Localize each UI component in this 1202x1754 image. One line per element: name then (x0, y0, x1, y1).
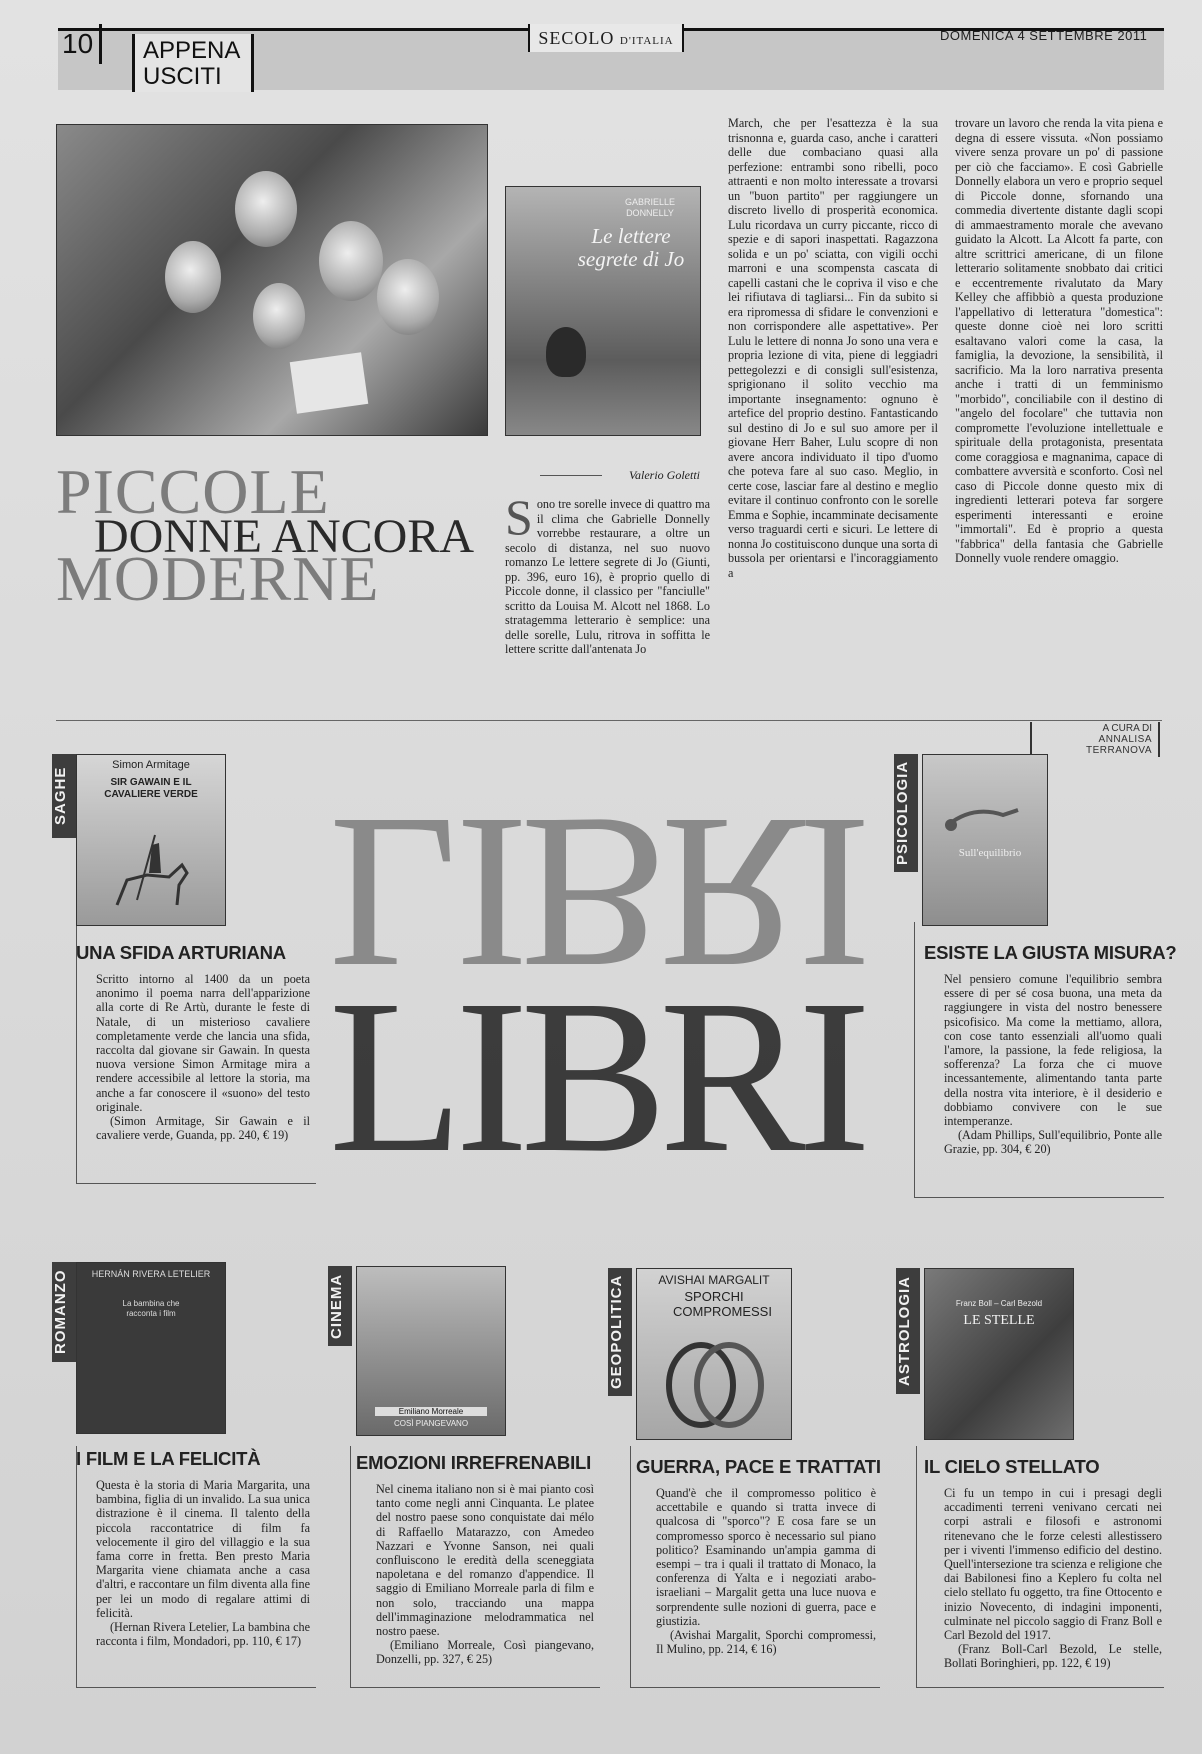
article-dropcap: S (505, 497, 533, 545)
section-label-line2: USCITI (143, 63, 222, 90)
review-reference: (Hernan Rivera Letelier, La bambina che racconta i film, Mondadori, pp. 110, € 17) (96, 1620, 310, 1649)
cover-title: Le lettere segrete di Jo (577, 224, 685, 271)
cover-author: Simon Armitage (112, 759, 190, 771)
book-cover-cosi-piangevano (356, 1266, 506, 1436)
review-text (96, 1478, 310, 1648)
book-cover-lettere-segrete (505, 186, 701, 436)
review-reference: (Emiliano Morreale, Così piangevano, Donzelli, pp. 327, € 25) (376, 1638, 594, 1667)
actress-face (357, 1267, 433, 1371)
article-column-1 (505, 497, 710, 689)
section-label-line1: APPENA (143, 37, 241, 64)
category-tab: ASTROLOGIA (896, 1268, 920, 1394)
headline-line2: DONNE ANCORA (94, 510, 475, 563)
article-column-3: trovare un lavoro che renda la vita piena e degna di essere vissuta. «Non possiamo vivere senza provare un po' di passione per ciò che facciamo». E così Gabrielle Donnelly elabora un vero e proprio sequel di Piccole donne, sfornando una commedia divertente distante dagli scopi di ammaestramento morale che avevano guidato la Alcott. La Alcott fa parte, con altre scrittrici americane, di un filone letterario solitamente snobbato dai critici e eccentremente rivalutato da Mary Kelley che affibbiò a questa produzione l'appellativo di letteratura "domestica": queste donne cioè nei loro scritti esaltavano valori come la casa, la famiglia, la devozione, la sensibilità, il sacrificio. Ma la loro narrativa presenta anche i tratti di un femminismo "morbido", conciliabile con il destino di "angelo del focolare" che tuttavia non compromette l'evoluzione intellettuale e spirituale della protagonista, presentata come coraggiosa e magnanima, capace di combattere avversità e sconforto. Così nel caso di Piccole donne questo mix di ingredienti letterari poteva far sorgere esperimenti interessanti e eroine "immortali". Ed è proprio a questa "fabbrica" della fantasia che Gabrielle Donnelly vuole rendere omaggio. (955, 116, 1163, 565)
masthead (528, 24, 684, 52)
section-separator (56, 720, 1162, 721)
review-headline: IL CIELO STELLATO (924, 1456, 1100, 1477)
masthead-suffix: D'ITALIA (619, 35, 674, 47)
book-cover-sporchi-compromessi (636, 1268, 792, 1440)
cover-author: AVISHAI MARGALIT (658, 1273, 770, 1287)
review-text (944, 972, 1162, 1157)
category-tab: CINEMA (328, 1266, 352, 1346)
review-headline: EMOZIONI IRREFRENABILI (356, 1452, 592, 1473)
curator-credit (1030, 722, 1160, 757)
review-body: Nel pensiero comune l'equilibrio sembra essere di per sé cosa buona, una meta da raggiungere in vista del nostro benessere psicofisico. Ma come la mettiamo, allora, con cose tanto essenziali all'uomo quali l'amore, la passione, la fede religiosa, la sofferenza? La forza che ci muove incessantemente, alimentando tanta parte della nostra vita interiore, è il desiderio e dobbiamo convivere con le sue intemperanze. (944, 972, 1162, 1129)
book-cover-bambina (76, 1262, 226, 1434)
category-tab: SAGHE (52, 754, 76, 838)
curator-label: A CURA DI (1102, 723, 1152, 734)
film-still-photo (56, 124, 488, 436)
cover-title: Sull'equilibrio (958, 847, 1022, 859)
review-headline: UNA SFIDA ARTURIANA (76, 942, 286, 963)
review-reference: (Avishai Margalit, Sporchi compromessi, Il Mulino, pp. 214, € 16) (656, 1628, 876, 1657)
review-text (376, 1482, 594, 1667)
masthead-title: SECOLO (538, 28, 615, 48)
libri-logo-top: LIBRI (328, 772, 864, 1016)
review-headline: I FILM E LA FELICITÀ (76, 1448, 261, 1469)
category-tab: GEOPOLITICA (608, 1268, 632, 1396)
review-text (96, 972, 310, 1142)
review-body: Nel cinema italiano non si è mai pianto così tanto come negli anni Cinquanta. Le platee del nostro paese sono conquistate dai mélo di Raffaello Matarazzo, con Amedeo Nazzari e Yvonne Sanson, nei quali confluiscono le eredità della sceneggiata napoletana e del romanzo d'appendice. Il saggio di Emiliano Morreale parla di film e non solo, tracciando una mappa dell'immaginazione melodrammatica nel nostro paese. (376, 1482, 594, 1639)
cover-title: COSÌ PIANGEVANO (393, 1419, 469, 1428)
review-reference: (Simon Armitage, Sir Gawain e il cavaliere verde, Guanda, pp. 240, € 19) (96, 1114, 310, 1143)
review-headline: ESISTE LA GIUSTA MISURA? (924, 942, 1177, 963)
review-text (944, 1486, 1162, 1671)
article-column-2: March, che per l'esattezza è la sua trisnonna e, guarda caso, anche i caratteri delle due combaciano quasi alla perfezione: entrambi sono ribelli, poco attraenti e non molto interessate a trovarsi un "buon partito" per raggiungere un discreto livello di prosperità economica. Lulu ricordava un curry piccante, ricco di spezie e di sapori inaspettati. Ragazzona solida e un po' sciatta, con vigili occhi marroni e una scompensta cascata di capelli castani che le copriva il viso e che lei rifiutava di tagliarsi... Fin da subito si era ripromessa di sfidare le convenzioni e non corrispondere alle aspettative». Per Lulu le lettere di nonna Jo sono una vera e propria lezione di vita, piene di leggiadri pettegolezzi e di consigli sull'esistenza, sprigionano il solito vecchio ma importante insegnamento: ognuno è artefice del proprio destino. Fantasticando sul destino di Jo e sul suo amore per il giovane Herr Baher, Lulu scopre di non avere ancora individuato il tipo d'uomo che poteva fare al suo caso. Meglio, in certe cose, lasciar fare al destino e meglio evitare il continuo confronto con le sorelle Emma e Sophie, incamminate decisamente verso traguardi certi e sicuri. Le lettere di nonna Jo costituiscono dunque una sorta di bussola per orientarsi e l'incoraggiamento a (728, 116, 938, 580)
section-label (132, 34, 254, 92)
knight-on-horse-icon (107, 825, 197, 915)
curator-name: ANNALISA TERRANOVA (1086, 734, 1152, 756)
review-body: Quand'è che il compromesso politico è accettabile e quando si tratta invece di qualcosa di "sporco"? E cosa fare se un compromesso sporco è necessario sul piano politico? Esaminando un'ampia gamma di esempi – tra i quali il trattato di Monaco, la conferenza di Yalta e i negoziati arabo-israeliani – Margalit getta una luce nuova e sorprendente sulle nozioni di guerra, pace e giustizia. (656, 1486, 876, 1628)
review-reference: (Franz Boll-Carl Bezold, Le stelle, Bollati Boringhieri, pp. 122, € 19) (944, 1642, 1162, 1671)
category-tab: PSICOLOGIA (894, 754, 918, 872)
cover-author: Franz Boll – Carl Bezold (955, 1299, 1043, 1308)
book-cover-gawain (76, 754, 226, 926)
photo-face (377, 259, 439, 335)
photo-face (235, 171, 297, 247)
book-cover-le-stelle (924, 1268, 1074, 1440)
review-body: Questa è la storia di Maria Margarita, una bambina, figlia di un invalido. La sua unica distrazione è il cinema. Il talento della piccola raccontatrice di film fa velocemente il giro del villaggio e la sua fama corre in fretta. Ben presto Maria Margarita viene chiamata anche a casa d'altri, e raccontare un film diventa alla fine per lei un modo di regalare attimi di felicità. (96, 1478, 310, 1620)
libri-logo (318, 750, 874, 1170)
review-body: Scritto intorno al 1400 da un poeta anonimo il poema narra dell'apparizione alla corte di Re Artù, durante le feste di Natale, di un misterioso cavaliere completamente verde che lancia una sfida, raccolta dal giovane sir Gawain. In questa nuova versione Simon Armitage mira a rendere accessibile al lettore la storia, ma anche a far conoscere il «suono» del testo originale. (96, 972, 310, 1114)
issue-date: DOMENICA 4 SETTEMBRE 2011 (940, 28, 1148, 43)
cover-title: La bambina che racconta i film (122, 1299, 180, 1318)
photo-face (165, 241, 221, 313)
letter-paper (290, 352, 369, 414)
cover-title: SIR GAWAIN E IL CAVALIERE VERDE (104, 777, 198, 800)
review-text (656, 1486, 876, 1656)
diver-figure-icon (943, 785, 1023, 845)
review-reference: (Adam Phillips, Sull'equilibrio, Ponte alle Grazie, pp. 304, € 20) (944, 1128, 1162, 1157)
byline: Valerio Goletti (540, 468, 700, 483)
headline-line1: PICCOLE (56, 456, 330, 527)
photo-face (253, 283, 305, 349)
review-body: Ci fu un tempo in cui i presagi degli accadimenti terreni venivano cercati nei corpi astrali e filosofi e astronomi ritenevano che le forze celesti allestissero per i viventi l'immenso edificio del destino. Quell'intersezione tra scienza e religione che dai Babilonesi fino a Keplero fu colta nel cielo stellato fu oggetto, tra fine Ottocento e inizio Novecento, di indagini imponenti, culminate nel piccolo saggio di Franz Boll e Carl Bezold del 1917. (944, 1486, 1162, 1643)
intertwined-loops-icon (659, 1333, 771, 1433)
category-tab: ROMANZO (52, 1262, 76, 1362)
photo-face (319, 221, 383, 301)
cover-author: Emiliano Morreale (375, 1407, 487, 1416)
book-cover-equilibrio (922, 754, 1048, 926)
libri-logo-bottom: LIBRI (328, 954, 864, 1170)
review-headline: GUERRA, PACE E TRATTATI (636, 1456, 881, 1477)
cover-author: GABRIELLE DONNELLY (624, 197, 676, 218)
cover-author: HERNÁN RIVERA LETELIER (91, 1269, 211, 1279)
article-text-1: ono tre sorelle invece di quattro ma il clima che Gabrielle Donnelly vorrebbe restaurare, a oltre un secolo di distanza, nel suo nuovo romanzo Le lettere segrete di Jo (Giunti, pp. 396, euro 16), è proprio quello di Piccole donne, il classico per "fanciulle" scritto da Louisa M. Alcott nel 1868. Lo stratagemma letterario è semplice: una delle sorelle, Lulu, ritrova in soffitta le lettere scritte dall'antenata Jo (505, 497, 710, 656)
cover-figure (546, 327, 586, 377)
headline-line3: MODERNE (56, 543, 380, 614)
cover-title: LE STELLE (963, 1313, 1035, 1328)
page-number: 10 (62, 24, 102, 64)
cover-title: SPORCHI COMPROMESSI (673, 1289, 772, 1319)
